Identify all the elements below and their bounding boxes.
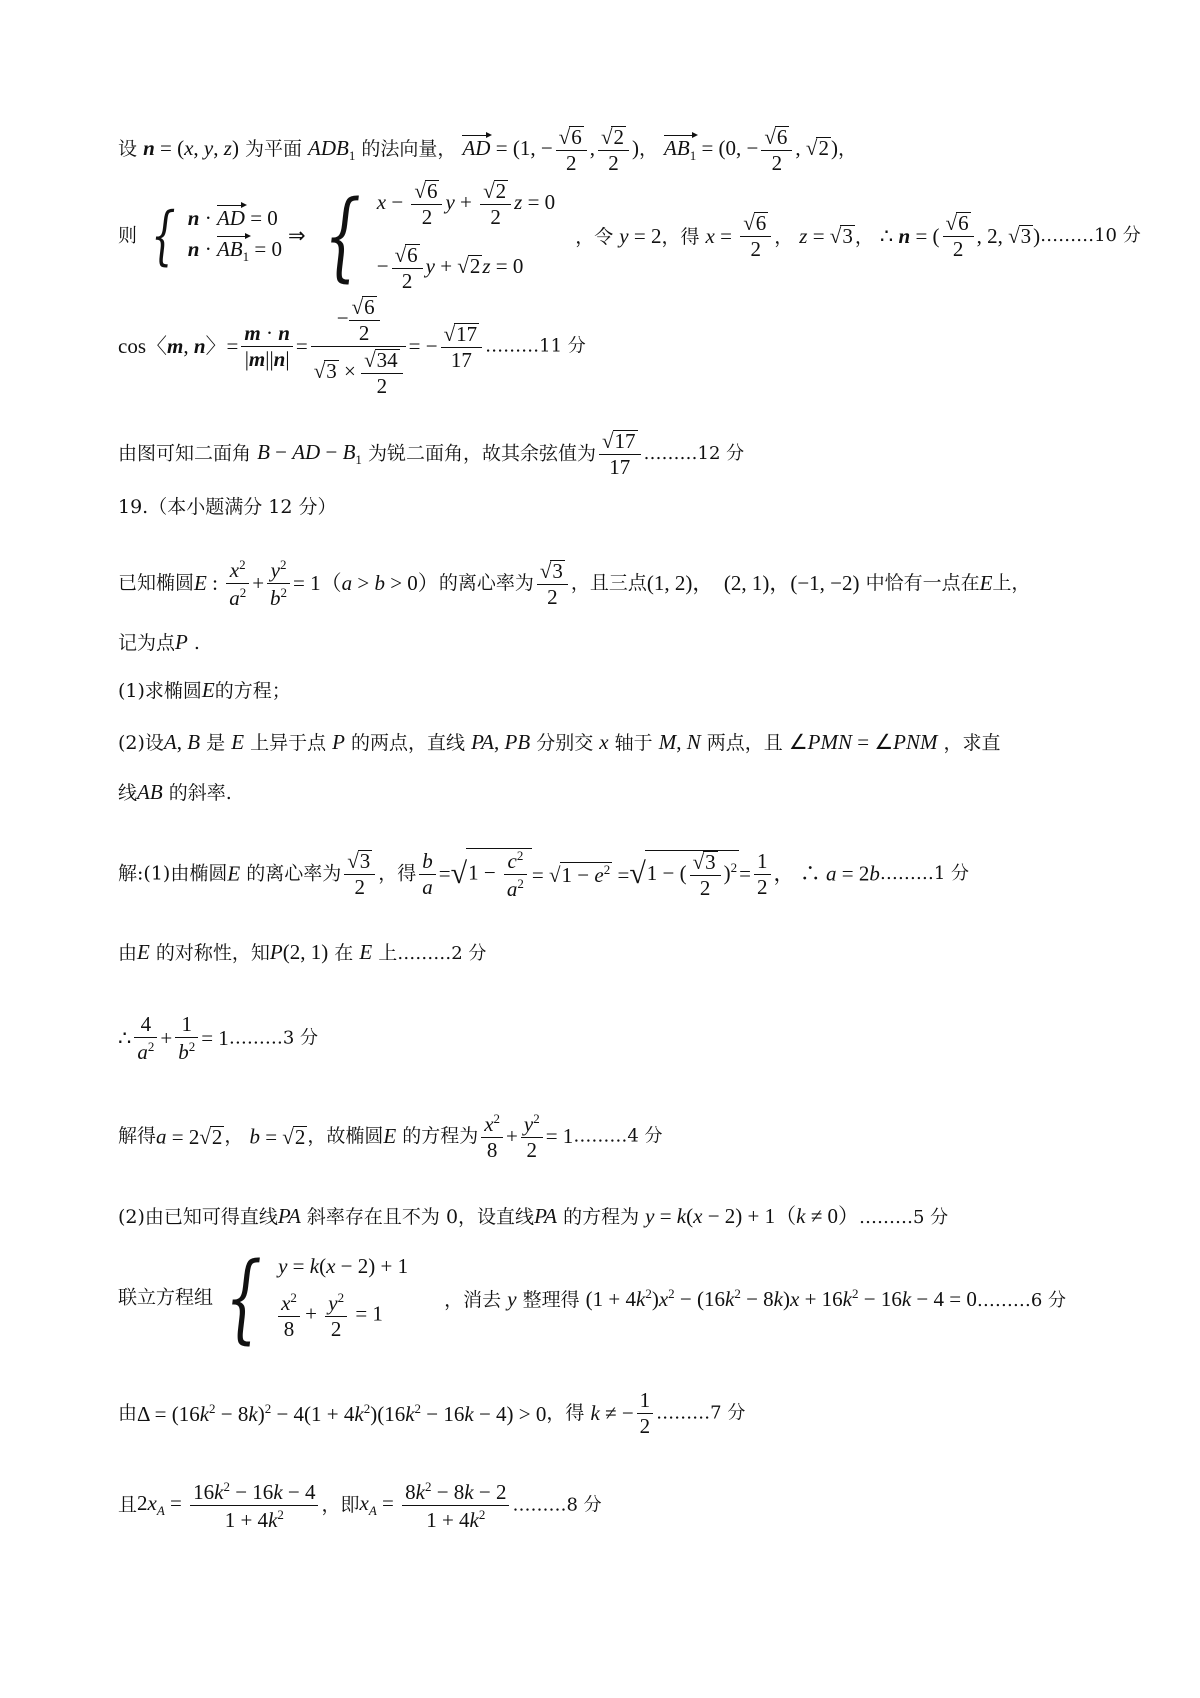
question-19-part-2-b: 线AB 的斜率.	[118, 780, 232, 804]
line-cosine: cos〈m, n〉= $\frac{m \cdot n}{|m||n|}$ = − $\frac{√6}{2}$ √3 × $\frac{√34}{2}$ = − $\frac{√17}{17}$ ………11 分	[118, 295, 586, 398]
solution-step-4: 解得a = 2√2 ， b = √2 ，故椭圆E 的方程为 $\frac{x^2}{8}$ + $\frac{y^2}{2}$ = 1………4 分	[118, 1111, 663, 1162]
solution-step-8: 且$2x_A$ = $\frac{16k^2 - 16k - 4}{1 + 4k^2}$ ，即$x_A$ = $\frac{8k^2 - 8k - 2}{1 + 4k^2}$ ………8 分	[118, 1479, 602, 1532]
question-19-part-1: (1)求椭圆E的方程；	[118, 678, 291, 702]
solution-step-2: 由E 的对称性，知P(2, 1) 在 E 上………2 分	[118, 940, 487, 964]
line-normal-vector: 设 n = (x, y, z) 为平面 $ADB_1$ 的法向量， AD = (1, − $\frac{√6}{2}$ , $\frac{√2}{2}$ )， $AB_1 = (0$, − $\frac{√6}{2}$ , √2)，	[118, 125, 857, 175]
question-19-statement: 已知椭圆E : $\frac{x^2}{a^2}$ + $\frac{y^2}{b^2}$ = 1（a > b > 0）的离心率为 $\frac{√3}{2}$ ，且三点(1, 2)， (2, 1)，(−1, −2) 中恰有一点在E上，	[118, 557, 1031, 610]
solution-step-5: (2)由已知可得直线PA 斜率存在且不为 0，设直线PA 的方程为 y = k(x − 2) + 1（k ≠ 0）………5 分	[118, 1204, 949, 1228]
question-19-title: 19.（本小题满分 12 分）	[118, 496, 337, 518]
solution-step-7: 由$\Delta = (16k^2 - 8k)^2 - 4(1 + 4k^2)(16k^2 - 16k - 4) > 0$，得 k ≠ − $\frac{1}{2}$ ………7 分	[118, 1388, 746, 1438]
question-19-statement-2: 记为点P .	[118, 630, 200, 654]
line-normal-system: 则 { n · AD = 0 $n \cdot AB_1 = 0$ ⇒ { x − $\frac{√6}{2}$ y + $\frac{√2}{2}$ z = 0 − $\frac{√6}{2}$ y + √2z = 0 ，令 y = 2，得 x = $\frac{√6}{2}$ ， z = √3 ， ∴ n = ( $\frac{√6}{2}$ , 2, √3)………10 分	[118, 179, 1141, 293]
solution-step-3: ∴ $\frac{4}{a^2}$ + $\frac{1}{b^2}$ = 1………3 分	[118, 1012, 318, 1064]
question-19-part-2: (2)设A, B 是 E 上异于点 P 的两点，直线 PA, PB 分别交 x 轴于 M, N 两点，且 ∠PMN = ∠PNM ，求直	[118, 730, 1001, 754]
solution-step-1: 解:(1)由椭圆E 的离心率为 $\frac{√3}{2}$ ，得 $\frac{b}{a}$ =√1 − $\frac{c^2}{a^2}$ = $√1 - e^2 =√1$ − ( $\frac{√3}{2}$ )$^2$= $\frac{1}{2}$ ， ∴ a = 2b………1 分	[118, 848, 970, 901]
line-dihedral: 由图可知二面角 B − AD − $B_1$ 为锐二面角，故其余弦值为 $\frac{√17}{17}$ ………12 分	[118, 429, 745, 479]
solution-step-6: 联立方程组 { y = k(x − 2) + 1 $\frac{x^2}{8}$ + $\frac{y^2}{2}$ = 1 ，消去 y 整理得 $(1 + 4k^2)x^2 - (16k^2 - 8k)x + 16k^2 - 16k - 4$ = 0………6 分	[118, 1242, 1067, 1354]
